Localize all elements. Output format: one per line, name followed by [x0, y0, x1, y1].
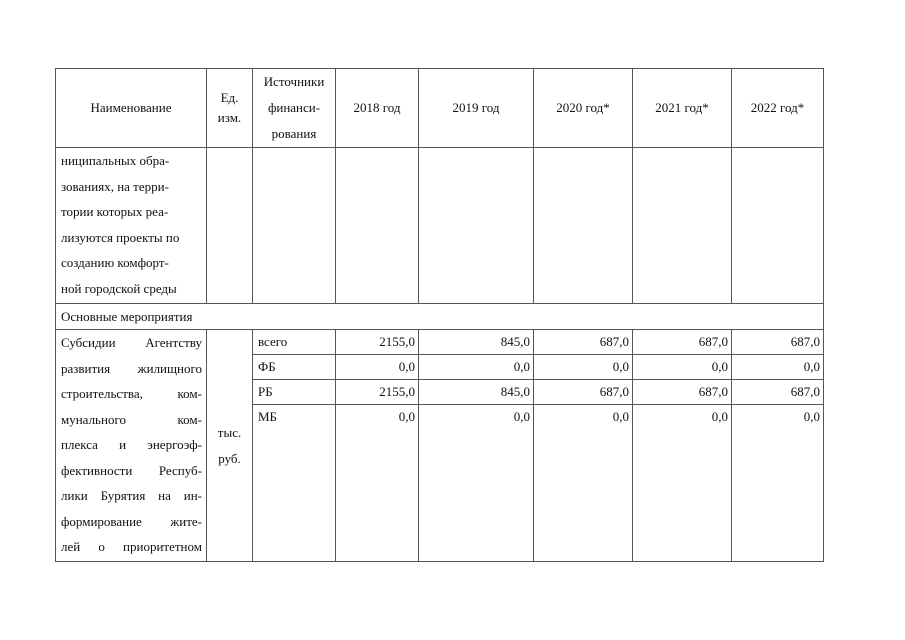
- header-source: [253, 69, 336, 148]
- unit-line: руб.: [218, 450, 241, 466]
- name-line: тории которых реа-: [61, 204, 169, 219]
- header-name: Наименование: [56, 69, 207, 148]
- value-cell: 687,0: [534, 330, 633, 355]
- name-line: ниципальных обра-: [61, 153, 170, 168]
- header-unit-line: изм.: [217, 110, 242, 125]
- header-unit-line: Ед.: [220, 90, 239, 105]
- header-2022: 2022 год*: [732, 69, 824, 148]
- name-line: плекса и энергоэф-: [61, 437, 202, 452]
- continued-name-cell: [56, 148, 207, 304]
- name-line: формирование жите-: [61, 513, 202, 529]
- header-source-line: финанси-: [267, 100, 321, 115]
- name-line: лей о приоритетном: [61, 539, 202, 554]
- name-line: мунального ком-: [61, 411, 202, 427]
- budget-table: [55, 68, 824, 562]
- header-2020: 2020 год*: [534, 69, 633, 148]
- name-line: лики Бурятия на ин-: [61, 488, 202, 503]
- value-cell: 0,0: [732, 355, 824, 380]
- value-cell: 0,0: [534, 355, 633, 380]
- section-title: Основные мероприятия: [56, 304, 824, 330]
- header-unit: [207, 69, 253, 148]
- empty-cell: [207, 148, 253, 304]
- value-cell: 0,0: [419, 355, 534, 380]
- value-cell: 0,0: [534, 405, 633, 562]
- value-cell: 845,0: [419, 380, 534, 405]
- value-cell: 0,0: [336, 355, 419, 380]
- value-cell: 687,0: [732, 330, 824, 355]
- value-cell: 845,0: [419, 330, 534, 355]
- name-line: фективности Респуб-: [61, 462, 202, 478]
- header-2019: 2019 год: [419, 69, 534, 148]
- unit-line: тыс.: [217, 424, 242, 440]
- empty-cell: [534, 148, 633, 304]
- value-cell: 0,0: [336, 405, 419, 562]
- empty-cell: [633, 148, 732, 304]
- name-line: созданию комфорт-: [61, 255, 169, 270]
- value-cell: 0,0: [633, 355, 732, 380]
- name-line: развития жилищного: [61, 360, 202, 376]
- name-line: ной городской среды: [61, 280, 177, 296]
- empty-cell: [419, 148, 534, 304]
- name-line: Субсидии Агентству: [61, 335, 202, 350]
- header-row: [56, 69, 824, 148]
- value-cell: 0,0: [419, 405, 534, 562]
- name-line: лизуются проекты по: [61, 229, 180, 245]
- empty-cell: [253, 148, 336, 304]
- value-cell: 0,0: [732, 405, 824, 562]
- source-cell: РБ: [253, 380, 336, 405]
- header-source-line: Источники: [263, 74, 325, 89]
- header-2018: 2018 год: [336, 69, 419, 148]
- value-cell: 687,0: [534, 380, 633, 405]
- source-cell: МБ: [253, 405, 336, 562]
- data-row-total: [56, 330, 824, 355]
- empty-cell: [336, 148, 419, 304]
- name-line: строительства, ком-: [61, 386, 202, 401]
- name-line: зованиях, на терри-: [61, 178, 169, 194]
- value-cell: 687,0: [633, 380, 732, 405]
- value-cell: 687,0: [633, 330, 732, 355]
- section-row: [56, 304, 824, 330]
- source-cell: всего: [253, 330, 336, 355]
- value-cell: 2155,0: [336, 330, 419, 355]
- empty-cell: [732, 148, 824, 304]
- header-source-line: рования: [271, 126, 317, 141]
- value-cell: 687,0: [732, 380, 824, 405]
- subsidy-name-cell: [56, 330, 207, 562]
- continued-row: [56, 148, 824, 304]
- source-cell: ФБ: [253, 355, 336, 380]
- value-cell: 0,0: [633, 405, 732, 562]
- header-2021: 2021 год*: [633, 69, 732, 148]
- value-cell: 2155,0: [336, 380, 419, 405]
- unit-cell: [207, 330, 253, 562]
